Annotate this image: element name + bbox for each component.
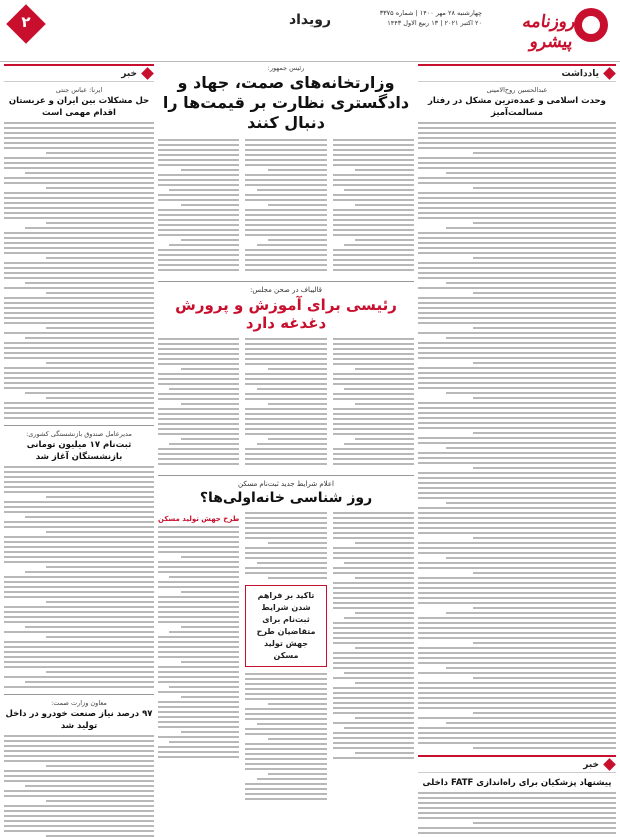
article-kicker: رئیس جمهور:: [267, 64, 305, 72]
article-kicker: اعلام شرایط جدید ثبت‌نام مسکن: [238, 480, 334, 488]
article-body: [333, 512, 414, 759]
article-column: [333, 512, 414, 806]
left-column: [4, 64, 154, 833]
article-body: [245, 338, 326, 465]
article-column: [158, 512, 239, 806]
article-column: [245, 512, 326, 806]
pull-quote: تاکید بر فراهم شدن شرایط ثبت‌نام برای متقاضیان طرح جهش تولید مسکن: [245, 585, 326, 667]
article-body: [333, 139, 414, 271]
logo-text: روزنامه پیشرو: [521, 12, 577, 52]
article-body: [158, 338, 239, 465]
article-headline[interactable]: وحدت اسلامی و عمده‌ترین مشکل در رفتار مسالمت‌آمیز: [428, 96, 606, 118]
diamond-icon: [603, 758, 616, 771]
article-headline[interactable]: پیشنهاد پزشکیان برای راه‌اندازی FATF داخلی: [422, 778, 612, 788]
masthead: [0, 0, 620, 62]
article-body: [4, 122, 154, 419]
article-body: [245, 673, 326, 800]
tag-label: خبر: [121, 68, 137, 79]
dateline-persian: چهارشنبه ۲۸ مهر ۱۴۰۰ | شماره ۳۳۷۵: [379, 9, 482, 17]
article-headline[interactable]: رئیسی برای آموزش و پرورش دغدغه دارد: [175, 296, 397, 332]
main-column: [158, 64, 414, 833]
article-body-columns: [158, 139, 414, 277]
article-body: [158, 139, 239, 271]
article-body: [4, 466, 154, 688]
section-tag-news: [418, 755, 616, 773]
diamond-icon: [603, 67, 616, 80]
article-headline[interactable]: ثبت‌نام ۱۷ میلیون تومانی بازنشستگان آغاز شد: [26, 440, 132, 462]
page-number: ۲: [21, 13, 31, 31]
article-body-columns: [158, 512, 414, 806]
article-headline[interactable]: حل مشکلات بین ایران و عربستان اقدام مهمی است: [8, 96, 150, 118]
dateline: [332, 8, 482, 28]
article-body: [418, 792, 616, 837]
article-headline[interactable]: ۹۷ درصد نیاز صنعت خودرو در داخل تولید شد: [5, 709, 153, 731]
lead-headline[interactable]: وزارتخانه‌های صمت، جهاد و دادگستری نظارت بر قیمت‌ها را دنبال کنند: [162, 73, 410, 132]
article-body: [245, 512, 326, 579]
article-body-columns: [158, 338, 414, 471]
diamond-icon: [141, 67, 154, 80]
tag-label: خبر: [583, 759, 599, 770]
article-subhead: طرح جهش تولید مسکن: [158, 515, 240, 523]
section-title: رویداد: [288, 12, 332, 28]
article-body: [158, 526, 239, 758]
divider: [158, 475, 414, 476]
divider: [4, 694, 154, 695]
divider: [158, 281, 414, 282]
page-number-badge: [6, 4, 46, 44]
article-body: [333, 338, 414, 465]
article-headline[interactable]: روز شناسی خانه‌اولی‌ها؟: [199, 490, 373, 506]
dateline-gregorian: ۲۰ اکتبر ۲۰۲۱ | ۱۳ ربیع الاول ۱۴۴۳: [387, 19, 482, 27]
article-kicker: ایرنا: عباس جنتی: [55, 86, 103, 94]
section-tag-note: [418, 64, 616, 82]
divider: [4, 425, 154, 426]
article-body: [418, 122, 616, 749]
newspaper-logo[interactable]: [486, 4, 614, 54]
section-tag-news: [4, 64, 154, 82]
article-kicker: قالیباف در صحن مجلس:: [249, 286, 323, 294]
article-body: [245, 139, 326, 271]
article-kicker: عبدالحسین روح‌الامینی: [486, 86, 548, 94]
logo-emblem-icon: [574, 8, 608, 42]
right-column: [418, 64, 616, 833]
tag-label: یادداشت: [561, 68, 599, 79]
article-body: [4, 735, 154, 837]
article-kicker: مدیرعامل صندوق بازنشستگی کشوری:: [26, 430, 132, 438]
article-kicker: معاون وزارت صمت:: [51, 699, 107, 707]
